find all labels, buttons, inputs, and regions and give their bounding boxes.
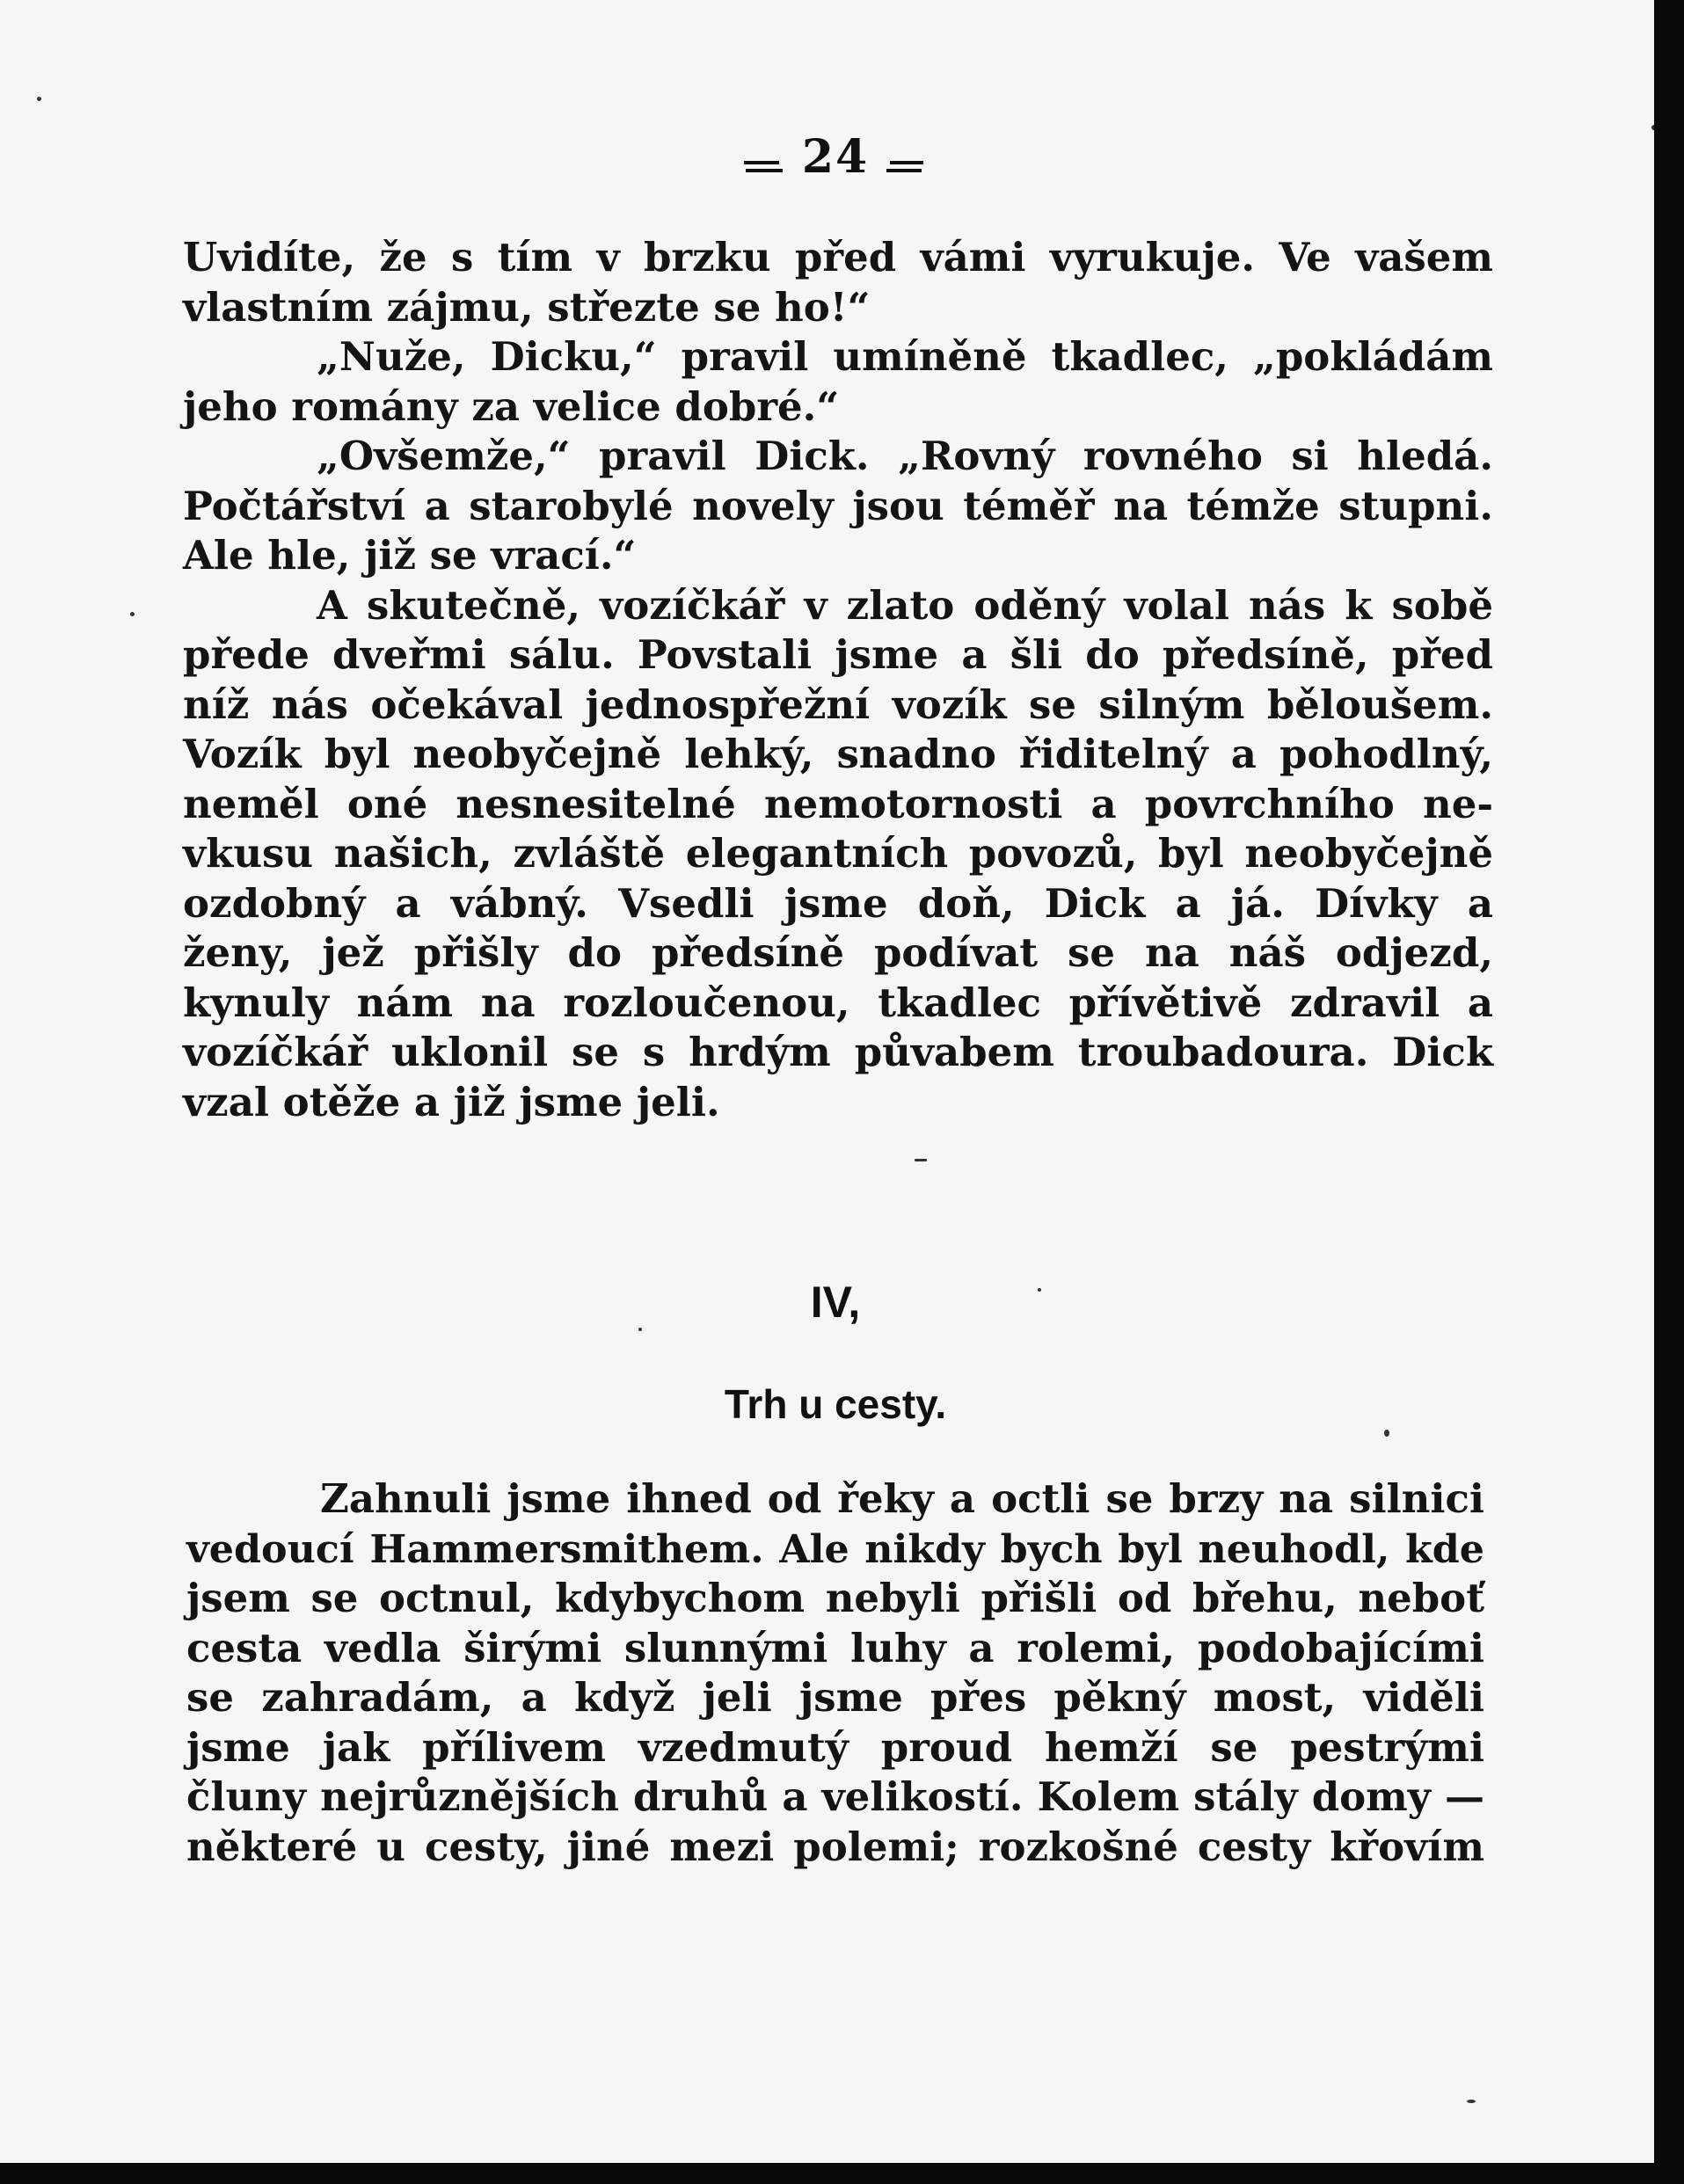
page-number-right-ornament: [886, 134, 927, 187]
text-line: Počtářství a starobylé novely jsou téměř na témže stupni.: [183, 482, 1493, 529]
text-line: vkusu našich, zvláště elegantních povozů, byl neobyčejně: [183, 830, 1493, 877]
text-line: jsme jak přílivem vzedmutý proud hemží se pestrými: [186, 1723, 1484, 1771]
text-line: jeho romány za velice dobré.“: [183, 382, 840, 430]
text-line: vedoucí Hammersmithem. Ale nikdy bych byl neuhodl, kde: [186, 1525, 1484, 1572]
page-number: [721, 130, 950, 187]
text-line: „Ovšemže,“ pravil Dick. „Rovný rovného si hledá.: [317, 433, 1493, 479]
text-line: Zahnuli jsme ihned od řeky a octli se brzy na silnici: [320, 1475, 1484, 1522]
text-line: vlastním zájmu, střezte se ho!“: [183, 283, 871, 331]
text-line: cesta vedla širými slunnými luhy a rolemi, podobajícími: [186, 1624, 1484, 1671]
scan-border-right: [1654, 0, 1684, 2184]
text-line: přede dveřmi sálu. Povstali jsme a šli do předsíně, před: [183, 631, 1493, 678]
scan-speck: [638, 1328, 642, 1331]
scan-speck: [1467, 2100, 1476, 2103]
scan-speck: [130, 612, 135, 616]
scan-speck: [915, 1159, 927, 1161]
text-line: čluny nejrůznějších druhů a velikostí. Kolem stály domy —: [186, 1773, 1484, 1820]
text-block-bottom: [186, 1474, 1484, 1872]
text-line: A skutečně, vozíčkář v zlato oděný volal nás k sobě: [317, 581, 1493, 629]
text-line: jsem se octnul, kdybychom nebyli přišli od břehu, neboť: [186, 1575, 1484, 1621]
text-line: vzal otěže a již jsme jeli.: [183, 1078, 720, 1125]
page-number-left-ornament: [744, 134, 784, 187]
text-line: ženy, jež přišly do předsíně podívat se na náš odjezd,: [183, 929, 1493, 976]
text-line: Vozík byl neobyčejně lehký, snadno řiditelný a pohodlný,: [183, 731, 1493, 777]
text-line: ozdobný a vábný. Vsedli jsme doň, Dick a já. Dívky a: [183, 879, 1493, 927]
text-block-top: [183, 233, 1493, 1127]
scan-border-bottom: [0, 2163, 1684, 2184]
scan-speck: [1384, 1430, 1389, 1437]
text-line: neměl oné nesnesitelné nemotornosti a povrchního ne-: [183, 780, 1493, 827]
scan-speck: [1038, 1288, 1041, 1292]
chapter-number: IV,: [810, 1278, 861, 1327]
text-line: se zahradám, a když jeli jsme přes pěkný most, viděli: [186, 1674, 1484, 1721]
text-line: Ale hle, již se vrací.“: [183, 532, 637, 579]
text-line: níž nás očekával jednospřežní vozík se silným běloušem.: [183, 681, 1493, 728]
scan-speck: [37, 97, 41, 101]
text-line: „Nuže, Dicku,“ pravil umíněně tkadlec, „pokládám: [317, 333, 1493, 380]
page-number-value: 24: [801, 130, 870, 184]
text-line: vozíčkář uklonil se s hrdým půvabem troubadoura. Dick: [183, 1029, 1493, 1075]
chapter-title: Trh u cesty.: [724, 1381, 947, 1427]
text-line: Uvidíte, že s tím v brzku před vámi vyrukuje. Ve vašem: [183, 234, 1493, 280]
text-line: kynuly nám na rozloučenou, tkadlec přívětivě zdravil a: [183, 979, 1493, 1026]
text-line: některé u cesty, jiné mezi polemi; rozkošné cesty křovím: [186, 1823, 1484, 1870]
